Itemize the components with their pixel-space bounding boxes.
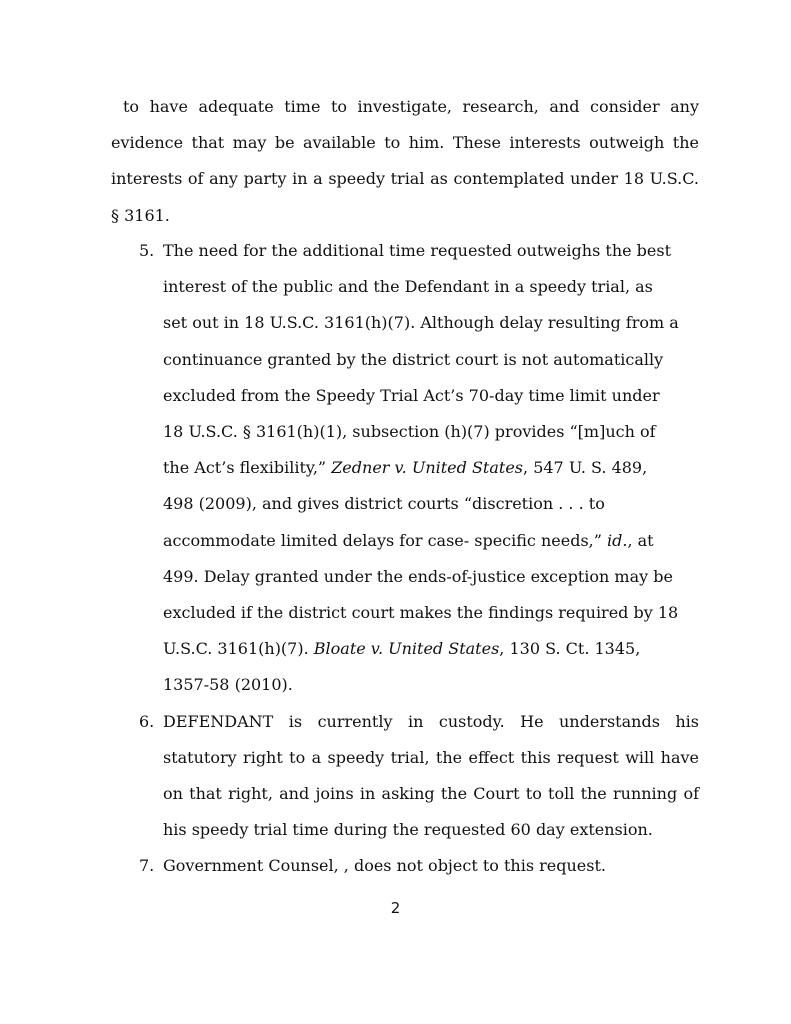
numbered-list xyxy=(0,233,699,885)
case-citation: Bloate v. United States xyxy=(313,639,500,659)
item-text-part: , at 499. Delay granted under the ends-of-justice exception may be excluded if the district court makes the findings required by 18 U.S.C. 3161(h)(7). xyxy=(163,530,679,659)
item-number: 7. xyxy=(139,856,155,876)
intro-paragraph: to have adequate time to investigate, research, and consider any evidence that may be available to him. These interests outweigh the interests of any party in a speedy trial as contemplated under 18 U.S.C. § 3161. xyxy=(111,97,699,225)
list-item-6 xyxy=(0,704,699,849)
item-text: DEFENDANT is currently in custody. He understands his statutory right to a speedy trial, the effect this request will have on that right, and joins in asking the Court to toll the running of his speedy trial time during the requested 60 day extension. xyxy=(163,711,699,840)
item-number: 5. xyxy=(139,241,155,260)
item-number: 6. xyxy=(139,711,155,731)
page-number: 2 xyxy=(390,899,401,917)
list-item-5 xyxy=(0,233,699,704)
item-text-part: The need for the additional time requested outweighs the best interest of the public and the Defendant in a speedy trial, as set out in 18 U.S.C. 3161(h)(7). Although delay resulting from a continuance granted by the district court is not automatically excluded from the Speedy Trial Act’s 70-day time limit under 18 U.S.C. § 3161(h)(1), subsection (h)(7) provides “[m]uch of the Act’s flexibility,” xyxy=(163,241,679,478)
id-citation: id. xyxy=(607,530,628,550)
item-text xyxy=(163,233,679,704)
case-citation: Zedner v. United States xyxy=(331,458,524,478)
item-text-part: , 547 U. S. 489, 498 (2009), and gives district courts “discretion . . . to accommodate limited delays for case- specific needs,” xyxy=(163,458,648,550)
list-item-7 xyxy=(0,848,699,884)
item-text-part: , 130 S. Ct. 1345, 1357-58 (2010). xyxy=(163,639,641,695)
item-text: Government Counsel, , does not object to this request. xyxy=(163,856,606,876)
